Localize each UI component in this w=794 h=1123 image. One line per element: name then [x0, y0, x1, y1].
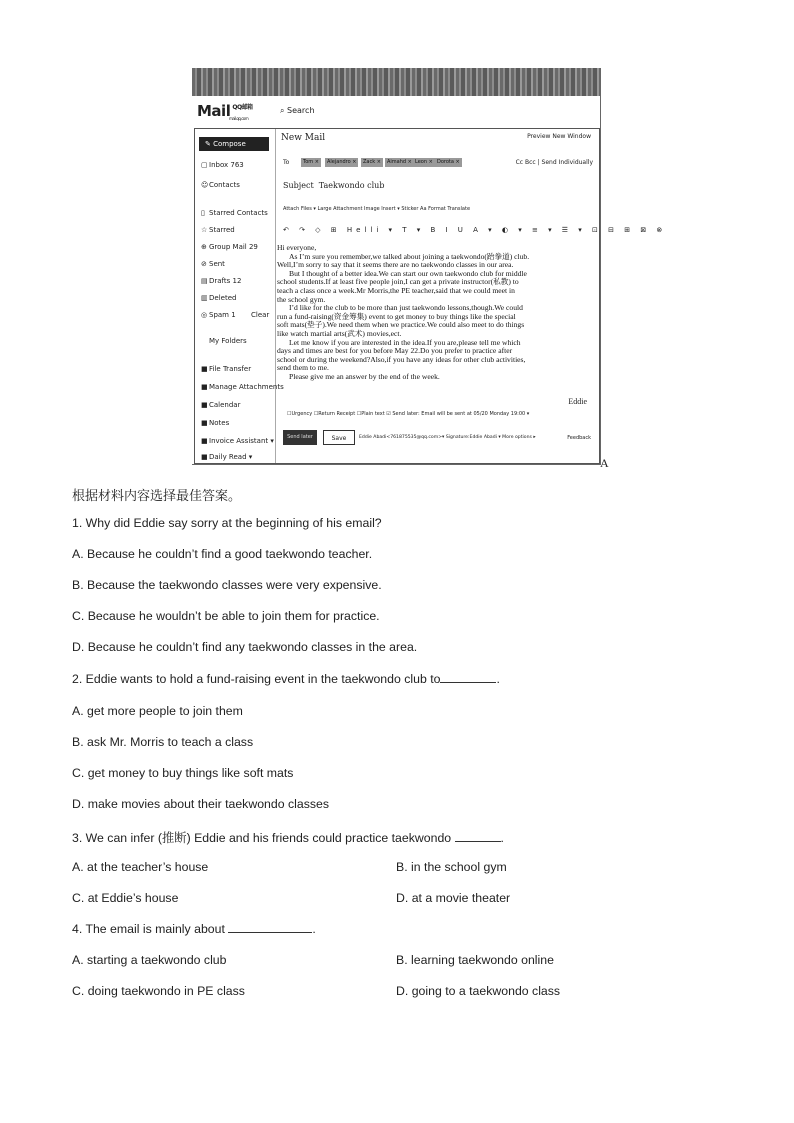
- contacts-icon: ☺: [201, 181, 209, 189]
- sidebar-item-file-transfer[interactable]: ■File Transfer: [201, 365, 252, 373]
- sidebar-item-group-mail[interactable]: ⊕ Group Mail 29: [201, 243, 258, 251]
- sidebar-item-starred-contacts[interactable]: ▯ Starred Contacts: [201, 209, 268, 217]
- mail-panel: [194, 128, 667, 464]
- option-1a: A. Because he couldn’t find a good taekwondo teacher.: [72, 547, 373, 561]
- spam-icon: ◎: [201, 311, 208, 319]
- pencil-icon: ✎: [205, 140, 214, 148]
- question-1: 1. Why did Eddie say sorry at the beginning of his email?: [72, 516, 382, 530]
- option-3a: A. at the teacher’s house: [72, 860, 209, 874]
- file-icon: ■: [201, 365, 208, 373]
- group-icon: ⊕: [201, 243, 207, 251]
- body-line: the school gym.: [277, 294, 326, 304]
- option-1c: C. Because he wouldn’t be able to join them for practice.: [72, 609, 380, 623]
- answer-blank[interactable]: [455, 831, 501, 842]
- sidebar-item-inbox[interactable]: ▢Inbox 763: [201, 161, 244, 169]
- instruction: 根据材料内容选择最佳答案。: [72, 489, 242, 504]
- feedback-link[interactable]: Feedback: [567, 435, 591, 441]
- email-body[interactable]: [277, 244, 595, 382]
- answer-blank[interactable]: [440, 672, 496, 683]
- sidebar-item-drafts[interactable]: ▤Drafts 12: [201, 277, 242, 285]
- question-3: 3. We can infer (推断) Eddie and his friends could practice taekwondo .: [72, 831, 504, 845]
- sidebar-item-manage-attachments[interactable]: ■Manage Attachments: [201, 383, 284, 391]
- search-field[interactable]: ⌕ Search: [280, 106, 315, 115]
- from-signature-line[interactable]: Eddie Abadi<761875535@qq.com>▾ Signature:Eddie Abadi ▾ More options ▸: [359, 435, 536, 440]
- invoice-icon: ■: [201, 437, 208, 445]
- recipient-chip[interactable]: Tom ×: [303, 159, 319, 165]
- body-line: I’d like for the club to be more than just taekwondo lessons,though.We could: [289, 303, 523, 313]
- star-icon: ☆: [201, 226, 208, 234]
- sidebar-item-starred[interactable]: ☆ Starred: [201, 226, 235, 234]
- body-line: send them to me.: [277, 363, 329, 373]
- recipient-chip[interactable]: Alejandro ×: [327, 159, 357, 165]
- trash-icon: ▥: [201, 294, 208, 302]
- send-later-button[interactable]: Send later: [283, 430, 317, 445]
- option-3c: C. at Eddie’s house: [72, 891, 179, 905]
- option-3d: D. at a movie theater: [396, 891, 511, 905]
- send-options[interactable]: ☐Urgency ☐Return Receipt ☐Plain text ☑ Send later: Email will be sent at 05/20 Monday 19:00 ▾: [287, 411, 530, 417]
- body-line: teach a class once a week.Mr Morris,the PE teacher,said that we could meet in: [277, 285, 515, 295]
- mail-logo: Mail $^{QQ邮箱}$ mail.qq.com: [197, 102, 253, 121]
- option-4d: D. going to a taekwondo class: [396, 984, 561, 998]
- body-line: Please give me an answer by the end of the week.: [289, 371, 440, 381]
- option-2d: D. make movies about their taekwondo classes: [72, 797, 329, 811]
- option-1d: D. Because he couldn’t find any taekwondo classes in the area.: [72, 640, 418, 654]
- sidebar-item-daily-read[interactable]: ■Daily Read ▾: [201, 453, 253, 461]
- body-line: Let me know if you are interested in the idea.If you are,please tell me which: [289, 337, 521, 347]
- body-line: As I’m sure you remember,we talked about joining a taekwondo(跆拳道) club.: [289, 251, 530, 261]
- recipient-chip[interactable]: Dorota ×: [437, 159, 460, 165]
- body-line: But I thought of a better idea.We can start our own taekwondo club for middle: [289, 268, 527, 278]
- body-line: days and times are best for you before May 22.Do you prefer to practice after: [277, 346, 513, 356]
- sidebar-item-calendar[interactable]: ■Calendar: [201, 401, 241, 409]
- option-2b: B. ask Mr. Morris to teach a class: [72, 735, 254, 749]
- sidebar-item-spam[interactable]: ◎ Spam 1: [201, 311, 236, 319]
- to-label: To: [283, 159, 290, 166]
- body-line: run a fund-raising(资金筹集) event to get money to buy things like the special: [277, 311, 516, 321]
- sidebar-item-invoice-assistant[interactable]: ■Invoice Assistant ▾: [201, 437, 274, 445]
- format-toolbar[interactable]: ↶ ↷ ◇ ⊞ Helli ▾ T ▾ B I U A ▾ ◐ ▾ ≡ ▾ ☰ ▾ ⊡ ⊟ ⊞ ⊠ ⊗: [283, 226, 667, 234]
- cc-bcc-links[interactable]: Cc Bcc | Send Individually: [515, 159, 593, 166]
- body-line: school students.If at least five people join,I can get a private instructor(私教) to: [277, 277, 519, 287]
- body-line: school or during the weekend?Also,if you have any ideas for other club activities,: [277, 354, 526, 364]
- signature: Eddie: [568, 397, 587, 406]
- inbox-icon: ▢: [201, 161, 208, 169]
- body-line: Well,I’m sorry to say that it seems there are no taekwondo classes in our area.: [277, 260, 514, 270]
- answer-blank[interactable]: [228, 922, 312, 933]
- option-4c: C. doing taekwondo in PE class: [72, 984, 245, 998]
- recipient-chip[interactable]: Aimahd ×: [387, 159, 412, 165]
- option-4b: B. learning taekwondo online: [396, 953, 554, 967]
- body-line: soft mats(垫子).We need them when we practice.We could also meet to do things: [277, 320, 525, 330]
- compose-button[interactable]: ✎ Compose: [199, 137, 269, 151]
- search-icon: ⌕: [280, 106, 288, 115]
- option-3b: B. in the school gym: [396, 860, 507, 874]
- question-2: 2. Eddie wants to hold a fund-raising event in the taekwondo club to .: [72, 672, 500, 686]
- option-1b: B. Because the taekwondo classes were very expensive.: [72, 578, 382, 592]
- save-button[interactable]: Save: [323, 430, 355, 445]
- sidebar-item-contacts[interactable]: ☺Contacts: [201, 181, 240, 189]
- option-2c: C. get money to buy things like soft mats: [72, 766, 294, 780]
- sidebar-item-sent[interactable]: ⊘ Sent: [201, 260, 225, 268]
- attach-toolbar[interactable]: Attach Files ▾ Large Attachment Image Insert ▾ Sticker Aa Format Translate: [283, 206, 471, 212]
- sidebar: [195, 129, 284, 463]
- scan-header-bar: [192, 68, 600, 96]
- recipient-chip[interactable]: Leon ×: [415, 159, 433, 165]
- preview-links[interactable]: Preview New Window: [527, 133, 591, 140]
- option-2a: A. get more people to join them: [72, 704, 243, 718]
- body-line: like watch martial arts(武术) movies,ect.: [277, 328, 402, 338]
- clear-spam-link[interactable]: Clear: [251, 311, 270, 319]
- email-screenshot: [192, 68, 667, 465]
- subject-field[interactable]: Subject Taekwondo club: [283, 181, 385, 190]
- calendar-icon: ■: [201, 401, 208, 409]
- option-4a: A. starting a taekwondo club: [72, 953, 227, 967]
- sidebar-item-my-folders[interactable]: My Folders: [209, 337, 247, 345]
- drafts-icon: ▤: [201, 277, 208, 285]
- recipient-chip[interactable]: Zack ×: [363, 159, 381, 165]
- compose-area: [277, 129, 667, 463]
- bookmark-icon: ▯: [201, 209, 205, 217]
- sent-icon: ⊘: [201, 260, 207, 268]
- question-4: 4. The email is mainly about .: [72, 922, 316, 936]
- passage-label: A: [600, 456, 609, 470]
- notes-icon: ■: [201, 419, 208, 427]
- read-icon: ■: [201, 453, 208, 461]
- sidebar-item-notes[interactable]: ■Notes: [201, 419, 230, 427]
- sidebar-item-deleted[interactable]: ▥Deleted: [201, 294, 237, 302]
- body-line: Hi everyone,: [277, 243, 317, 252]
- attachment-icon: ■: [201, 383, 208, 391]
- page-title: New Mail: [281, 133, 326, 143]
